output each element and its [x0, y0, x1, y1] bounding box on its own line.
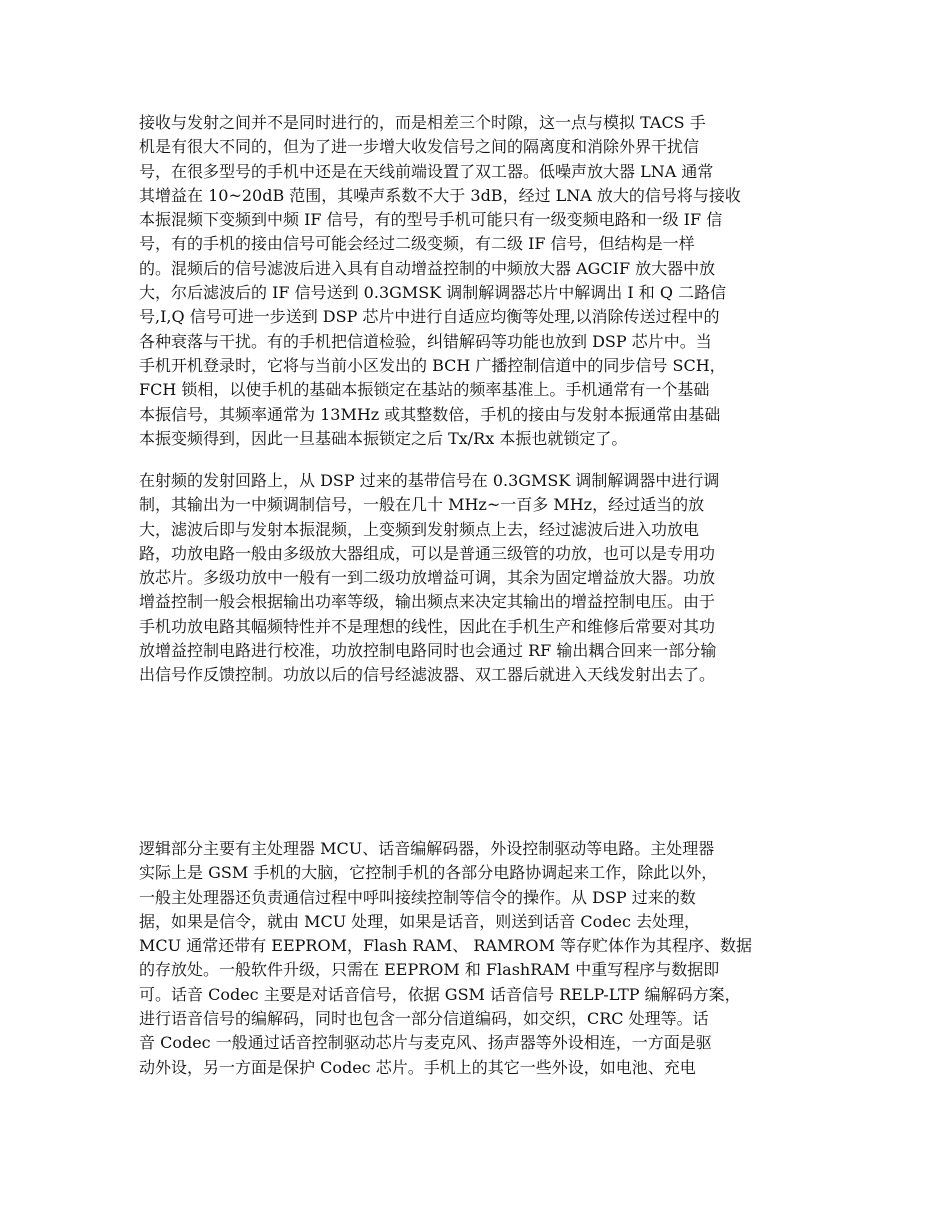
text-line: 各种衰落与干扰。有的手机把信道检验，纠错解码等功能也放到 DSP 芯片中。当: [139, 331, 712, 351]
text-line: 制，其输出为一中频调制信号，一般在几十 MHz~一百多 MHz，经过适当的放: [139, 495, 705, 515]
text-line: 手机开机登录时，它将与当前小区发出的 BCH 广播控制信道中的同步信号 SCH，: [139, 355, 726, 375]
paragraph-transmit-path: [139, 469, 811, 688]
text-line: 的。混频后的信号滤波后进入具有自动增益控制的中频放大器 AGCIF 放大器中放: [139, 258, 716, 278]
text-line: 的存放处。一般软件升级，只需在 EEPROM 和 FlashRAM 中重写程序与数据即: [139, 960, 720, 980]
text-line: 路，功放电路一般由多级放大器组成，可以是普通三级管的功放，也可以是专用功: [139, 543, 716, 563]
text-line: MCU 通常还带有 EEPROM，Flash RAM、 RAMROM 等存贮体作为其程序、数据: [139, 936, 753, 956]
text-line: 逻辑部分主要有主处理器 MCU、话音编解码器，外设控制驱动等电路。主处理器: [139, 839, 715, 858]
text-line: 本振变频得到，因此一旦基础本振锁定之后 Tx/Rx 本振也就锁定了。: [139, 428, 628, 448]
text-line: 手机功放电路其幅频特性并不是理想的线性，因此在手机生产和维修后常要对其功: [139, 616, 716, 636]
text-line: 本振信号，其频率通常为 13MHz 或其整数倍，手机的接由与发射本振通常由基础: [139, 404, 721, 424]
text-line: 动外设，另一方面是保护 Codec 芯片。手机上的其它一些外设，如电池、充电: [139, 1057, 696, 1077]
text-line: 机是有很大不同的，但为了进一步增大收发信号之间的隔离度和消除外界干扰信: [139, 137, 700, 157]
text-line: 本振混频下变频到中频 IF 信号，有的型号手机可能只有一级变频电路和一级 IF 信: [139, 210, 723, 230]
text-line: 据，如果是信令，就由 MCU 处理，如果是话音，则送到话音 Codec 去处理，: [139, 911, 701, 931]
text-line: 放增益控制电路进行校准，功放控制电路同时也会通过 RF 输出耦合回来一部分输: [139, 641, 717, 661]
paragraph-receive-path: [139, 111, 811, 451]
text-line: 号，有的手机的接由信号可能会经过二级变频，有二级 IF 信号，但结构是一样: [139, 234, 695, 254]
text-line: 号,I,Q 信号可进一步送到 DSP 芯片中进行自适应均衡等处理,以消除传送过程中的: [139, 307, 720, 327]
text-line: 出信号作反馈控制。功放以后的信号经滤波器、双工器后就进入天线发射出去了。: [139, 665, 716, 685]
text-line: 可。话音 Codec 主要是对话音信号，依据 GSM 话音信号 RELP-LTP 编解码方案，: [139, 984, 741, 1004]
text-line: 增益控制一般会根据输出功率等级，输出频点来决定其输出的增益控制电压。由于: [139, 592, 716, 612]
text-line: 接收与发射之间并不是同时进行的，而是相差三个时隙，这一点与模拟 TACS 手: [139, 113, 706, 132]
text-line: 大，滤波后即与发射本振混频，上变频到发射频点上去，经过滤波后进入功放电: [139, 519, 700, 539]
paragraph-logic-section: [139, 837, 811, 1080]
text-line: 实际上是 GSM 手机的大脑，它控制手机的各部分电路协调起来工作，除此以外，: [139, 863, 718, 883]
text-line: FCH 锁相，以使手机的基础本振锁定在基站的频率基准上。手机通常有一个基础: [139, 380, 710, 400]
text-line: 进行语音信号的编解码，同时也包含一部分信道编码，如交织，CRC 处理等。话: [139, 1009, 709, 1029]
text-line: 在射频的发射回路上，从 DSP 过来的基带信号在 0.3GMSK 调制解调器中进行调: [139, 471, 720, 490]
text-line: 号，在很多型号的手机中还是在天线前端设置了双工器。低噪声放大器 LNA 通常: [139, 161, 714, 181]
text-line: 音 Codec 一般通过话音控制驱动芯片与麦克风、扬声器等外设相连，一方面是驱: [139, 1033, 712, 1053]
text-line: 一般主处理器还负责通信过程中呼叫接续控制等信令的操作。从 DSP 过来的数: [139, 887, 696, 907]
text-line: 放芯片。多级功放中一般有一到二级功放增益可调，其余为固定增益放大器。功放: [139, 568, 716, 588]
text-line: 其增益在 10~20dB 范围，其噪声系数不大于 3dB，经过 LNA 放大的信号将与接收: [139, 185, 741, 205]
text-line: 大，尔后滤波后的 IF 信号送到 0.3GMSK 调制解调器芯片中解调出 I 和 Q 二路信: [139, 283, 727, 303]
